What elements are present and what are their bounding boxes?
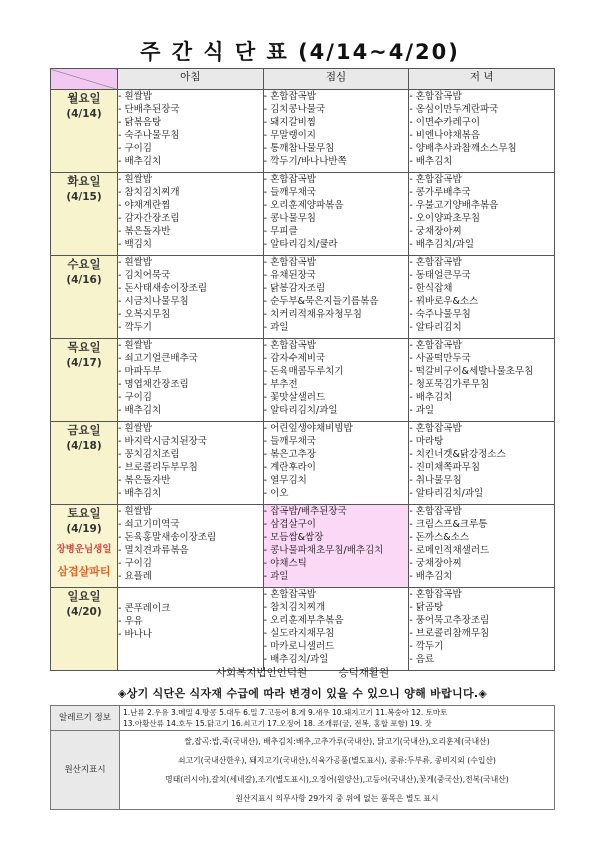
breakfast-cell — [118, 422, 264, 505]
col-dinner: 저 녁 — [409, 69, 555, 90]
dinner-cell — [409, 256, 555, 339]
day-date: (4/15) — [66, 191, 102, 203]
lunch-cell — [263, 90, 409, 173]
breakfast-cell — [118, 339, 264, 422]
menu-item: - 삼겹살구이 — [263, 519, 316, 530]
menu-item: - 멸치견과류볶음 — [118, 545, 189, 556]
menu-item: - 실도라지채무침 — [263, 628, 335, 639]
menu-item: - 치킨너겟&닭강정소스 — [409, 449, 506, 460]
menu-item: - 흰쌀밥 — [118, 506, 152, 517]
menu-item: - 야채스틱 — [263, 558, 307, 569]
allergy-row — [51, 706, 555, 731]
day-label-cell — [51, 588, 118, 671]
menu-item: - 김치콩나물국 — [263, 104, 326, 115]
day-name: 화요일 — [67, 174, 101, 188]
menu-item: - 열무김치 — [263, 475, 307, 486]
menu-item: - 시금치나물무침 — [118, 296, 189, 307]
menu-item: - 구이김 — [118, 558, 152, 569]
breakfast-cell — [118, 90, 264, 173]
menu-item: - 브로콜리두부무침 — [118, 462, 198, 473]
menu-item: - 명엽채간장조림 — [118, 379, 189, 390]
menu-item: - 배추김치 — [409, 392, 453, 403]
menu-item: - 콩가루배추국 — [409, 187, 471, 198]
dinner-cell — [409, 505, 555, 588]
dinner-cell — [409, 422, 555, 505]
menu-item: - 바지락시금치된장국 — [118, 436, 208, 447]
menu-item: - 청포묵김가루무침 — [409, 379, 490, 390]
col-lunch: 점심 — [263, 69, 409, 90]
menu-item: - 궁채장아찌 — [409, 558, 462, 569]
menu-item: - 구이김 — [118, 143, 152, 154]
day-label-cell — [51, 505, 118, 588]
menu-item: - 이면수카레구이 — [409, 117, 480, 128]
menu-item: - 꽃맛살샐러드 — [263, 392, 326, 403]
menu-item: - 한식잡채 — [409, 283, 453, 294]
menu-item: - 계란후라이 — [263, 462, 316, 473]
day-name: 월요일 — [67, 91, 101, 105]
menu-item: - 배추김치 — [118, 156, 162, 167]
menu-item: - 배추김치 — [118, 405, 162, 416]
menu-item: - 취나물무침 — [409, 475, 462, 486]
menu-item: - 숙주나물무침 — [409, 309, 471, 320]
menu-item: - 혼합잡곡밥 — [263, 174, 316, 185]
dinner-cell — [409, 339, 555, 422]
day-date: (4/18) — [66, 440, 102, 452]
menu-item: - 옹심이만두계란파국 — [409, 104, 499, 115]
menu-item: - 마라탕 — [409, 436, 444, 447]
lunch-cell — [263, 256, 409, 339]
origin-line-2: 쇠고기(국내산한우), 돼지고기(국내산),식육가공품(별도표시), 콩류:두부류, 콩비지외 (수입산) — [178, 756, 496, 765]
menu-item: - 볶은돌자반 — [118, 226, 171, 237]
menu-item: - 오복지무침 — [118, 309, 171, 320]
day-row — [51, 422, 555, 505]
menu-item: - 비엔나야채볶음 — [409, 130, 480, 141]
menu-item: - 우불고기양배추볶음 — [409, 200, 499, 211]
menu-item: - 배추김치 — [409, 156, 453, 167]
menu-item: - 돈사태새송이장조림 — [118, 283, 208, 294]
origin-line-3: 명태(러시아),갈치(세네갈),조기(별도표시),오징어(원양산),고등어(국내산),꽃게(중국산),전복(국내산) — [165, 775, 509, 784]
menu-item: - 배추김치 — [118, 488, 162, 499]
menu-item: - 이오 — [263, 488, 289, 499]
menu-item: - 진미채쪽파무침 — [409, 462, 480, 473]
menu-item: - 잡곡밥/배추된장국 — [263, 506, 347, 517]
origin-label: 원산지표시 — [51, 731, 120, 810]
allergy-content — [120, 706, 555, 731]
menu-item: - 단배추된장국 — [118, 104, 180, 115]
menu-item: - 쇠고기미역국 — [118, 519, 180, 530]
menu-item: - 혼합잡곡밥 — [409, 589, 462, 600]
menu-item: - 혼합잡곡밥 — [263, 91, 316, 102]
menu-item: - 궁채장아찌 — [409, 226, 462, 237]
day-label-cell — [51, 90, 118, 173]
organization-line — [50, 665, 555, 681]
day-name: 토요일 — [67, 506, 101, 520]
day-date: (4/17) — [66, 357, 102, 369]
menu-item: - 닭곰탕 — [409, 602, 444, 613]
menu-item: - 숙주나물무침 — [118, 130, 180, 141]
menu-item: - 음료 — [409, 654, 435, 665]
menu-item: - 알타리김치/과일 — [263, 405, 338, 416]
menu-item: - 혼합잡곡밥 — [263, 589, 316, 600]
menu-item: - 순두부&묵은지들기름볶음 — [263, 296, 379, 307]
lunch-cell — [263, 173, 409, 256]
menu-item: - 콘푸레이크 — [118, 603, 171, 614]
day-row — [51, 505, 555, 588]
menu-item: - 크림스프&크루통 — [409, 519, 488, 530]
corner-cell — [51, 69, 118, 90]
menu-item: - 꽁치김치조림 — [118, 449, 180, 460]
day-date: (4/16) — [66, 274, 102, 286]
menu-item: - 닭봉감자조림 — [263, 283, 326, 294]
col-breakfast: 아침 — [118, 69, 264, 90]
origin-content — [120, 731, 555, 810]
menu-item: - 혼합잡곡밥 — [263, 340, 316, 351]
menu-item: - 김치어묵국 — [118, 270, 171, 281]
menu-item: - 콩나물무침 — [263, 213, 316, 224]
menu-item: - 혼합잡곡밥 — [409, 340, 462, 351]
menu-item: - 닭볶음탕 — [118, 117, 162, 128]
dinner-cell — [409, 588, 555, 671]
breakfast-cell — [118, 588, 264, 671]
lunch-cell — [263, 339, 409, 422]
menu-item: - 꿔바로우&소스 — [409, 296, 479, 307]
menu-item: - 치커리적채유자청무침 — [263, 309, 362, 320]
menu-item: - 흰쌀밥 — [118, 423, 152, 434]
menu-item: - 배추김치/과일 — [409, 239, 475, 250]
menu-item: - 과일 — [263, 322, 289, 333]
menu-item: - 깍두기 — [118, 322, 152, 333]
menu-item: - 흰쌀밥 — [118, 257, 152, 268]
menu-item: - 알타리김치/쿨라 — [263, 239, 338, 250]
day-date: (4/20) — [66, 606, 102, 618]
menu-item: - 사골떡만두국 — [409, 353, 471, 364]
menu-item: - 양배추사과참깨소스무침 — [409, 143, 517, 154]
menu-item: - 돼지갈비찜 — [263, 117, 316, 128]
lunch-cell — [263, 422, 409, 505]
dinner-cell — [409, 173, 555, 256]
day-name: 목요일 — [67, 340, 101, 354]
menu-item: - 마카로니샐러드 — [263, 641, 335, 652]
menu-item: - 풍어묵고추장조림 — [409, 615, 490, 626]
breakfast-cell — [118, 173, 264, 256]
birthday-note: 장병운님생일 — [56, 544, 112, 555]
day-label-cell — [51, 422, 118, 505]
menu-item: - 오리훈제부추볶음 — [263, 615, 344, 626]
menu-item: - 유채된장국 — [263, 270, 316, 281]
day-row — [51, 588, 555, 671]
header-row — [51, 69, 555, 90]
menu-item: - 무피클 — [263, 226, 298, 237]
menu-item: - 쇠고기얼큰배추국 — [118, 353, 198, 364]
menu-item: - 야채계란찜 — [118, 200, 171, 211]
menu-item: - 브로콜리참깨무침 — [409, 628, 490, 639]
weekly-menu-table — [50, 68, 555, 671]
day-label-cell — [51, 173, 118, 256]
menu-item: - 우유 — [118, 616, 143, 627]
organization-name: 사회복지법인인덕원 — [215, 667, 308, 679]
menu-item: - 요플레 — [118, 571, 152, 582]
menu-item: - 감자수제비국 — [263, 353, 326, 364]
day-label-cell — [51, 256, 118, 339]
menu-item: - 혼합잡곡밥 — [263, 257, 316, 268]
party-note: 삼겹살파티 — [57, 565, 111, 578]
menu-item: - 깍두기 — [409, 641, 444, 652]
change-notice: ◈상기 식단은 식자재 수급에 따라 변경이 있을 수 있으니 양해 바랍니다.◈ — [117, 687, 488, 700]
day-date: (4/14) — [66, 108, 102, 120]
menu-item: - 참치김치찌개 — [118, 187, 180, 198]
dinner-cell — [409, 90, 555, 173]
menu-item: - 볶은고추장 — [263, 449, 316, 460]
lunch-cell — [263, 505, 409, 588]
menu-item: - 감자간장조림 — [118, 213, 180, 224]
info-table — [50, 705, 555, 810]
facility-name: 승덕재활원 — [338, 667, 390, 679]
day-row — [51, 173, 555, 256]
menu-item: - 모듬쌈&쌈장 — [263, 532, 324, 543]
lunch-cell — [263, 588, 409, 671]
menu-item: - 흰쌀밥 — [118, 174, 152, 185]
day-row — [51, 339, 555, 422]
menu-item: - 바나나 — [118, 629, 152, 640]
menu-item: - 깍두기/바나나반쪽 — [263, 156, 347, 167]
menu-item: - 혼합잡곡밥 — [409, 174, 462, 185]
menu-item: - 흰쌀밥 — [118, 340, 152, 351]
menu-item: - 오이양파초무침 — [409, 213, 480, 224]
page-title: 주 간 식 단 표 (4/14~4/20) — [140, 40, 460, 64]
menu-item: - 알타리김치/과일 — [409, 488, 484, 499]
menu-item: - 오리훈제양파볶음 — [263, 200, 344, 211]
menu-item: - 부추전 — [263, 379, 298, 390]
menu-item: - 돈까스&소스 — [409, 532, 470, 543]
menu-item: - 들깨무채국 — [263, 187, 316, 198]
day-row — [51, 90, 555, 173]
menu-item: - 동태얼큰무국 — [409, 270, 471, 281]
origin-line-4: 원산지표시 의무사항 29가지 중 위에 없는 품목은 별도 표시 — [235, 794, 439, 803]
menu-item: - 알타리김치 — [409, 322, 462, 333]
menu-item: - 들깨무채국 — [263, 436, 316, 447]
day-row — [51, 256, 555, 339]
menu-item: - 돈육매콤두루치기 — [263, 366, 344, 377]
day-date: (4/19) — [66, 523, 102, 535]
menu-item: - 배추김치/과일 — [263, 654, 329, 665]
menu-item: - 혼합잡곡밥 — [409, 506, 462, 517]
allergy-label: 알레르기 정보 — [51, 706, 120, 731]
menu-item: - 로메인적채샐러드 — [409, 545, 490, 556]
menu-item: - 돈육홍말새송이장조림 — [118, 532, 217, 543]
breakfast-cell — [118, 256, 264, 339]
menu-item: - 혼합잡곡밥 — [409, 423, 462, 434]
origin-row — [51, 731, 555, 810]
menu-item: - 혼합잡곡밥 — [409, 91, 462, 102]
allergy-line-1: 1.난류 2.우유 3.메밀 4.땅콩 5.대두 6.밀 7.고등어 8.게 9.새우 10.돼지고기 11.복숭아 12. 토마토 — [123, 708, 448, 717]
day-label-cell — [51, 339, 118, 422]
day-name: 일요일 — [67, 589, 101, 603]
breakfast-cell — [118, 505, 264, 588]
menu-item: - 배추김치 — [409, 571, 453, 582]
menu-item: - 구이김 — [118, 392, 152, 403]
origin-line-1: 쌀,잡곡:밥,죽(국내산), 배추김치:배추,고추가루(국내산), 닭고기(국내산),오리훈제(국내산) — [184, 737, 490, 746]
menu-item: - 마파두부 — [118, 366, 162, 377]
menu-item: - 떡갈비구이&세발나물초무침 — [409, 366, 534, 377]
menu-item: - 과일 — [263, 571, 289, 582]
allergy-line-2: 13.아황산류 14.호두 15.닭고기 16.쇠고기 17.오징어 18. 조개류(굴, 전복, 홍합 포함) 19. 잣 — [123, 719, 432, 728]
menu-item: - 참치김치찌개 — [263, 602, 326, 613]
menu-item: - 과일 — [409, 405, 435, 416]
menu-item: - 흰쌀밥 — [118, 91, 152, 102]
menu-item: - 혼합잡곡밥 — [409, 257, 462, 268]
day-name: 수요일 — [67, 257, 101, 271]
menu-item: - 무말랭이지 — [263, 130, 316, 141]
menu-item: - 백김치 — [118, 239, 152, 250]
menu-item: - 어린잎생야채비빔밥 — [263, 423, 353, 434]
menu-item: - 통깨참나물무침 — [263, 143, 335, 154]
menu-item: - 콩나물파채초무침/배추김치 — [263, 545, 384, 556]
day-name: 금요일 — [67, 423, 101, 437]
menu-item: - 볶은돌자반 — [118, 475, 171, 486]
